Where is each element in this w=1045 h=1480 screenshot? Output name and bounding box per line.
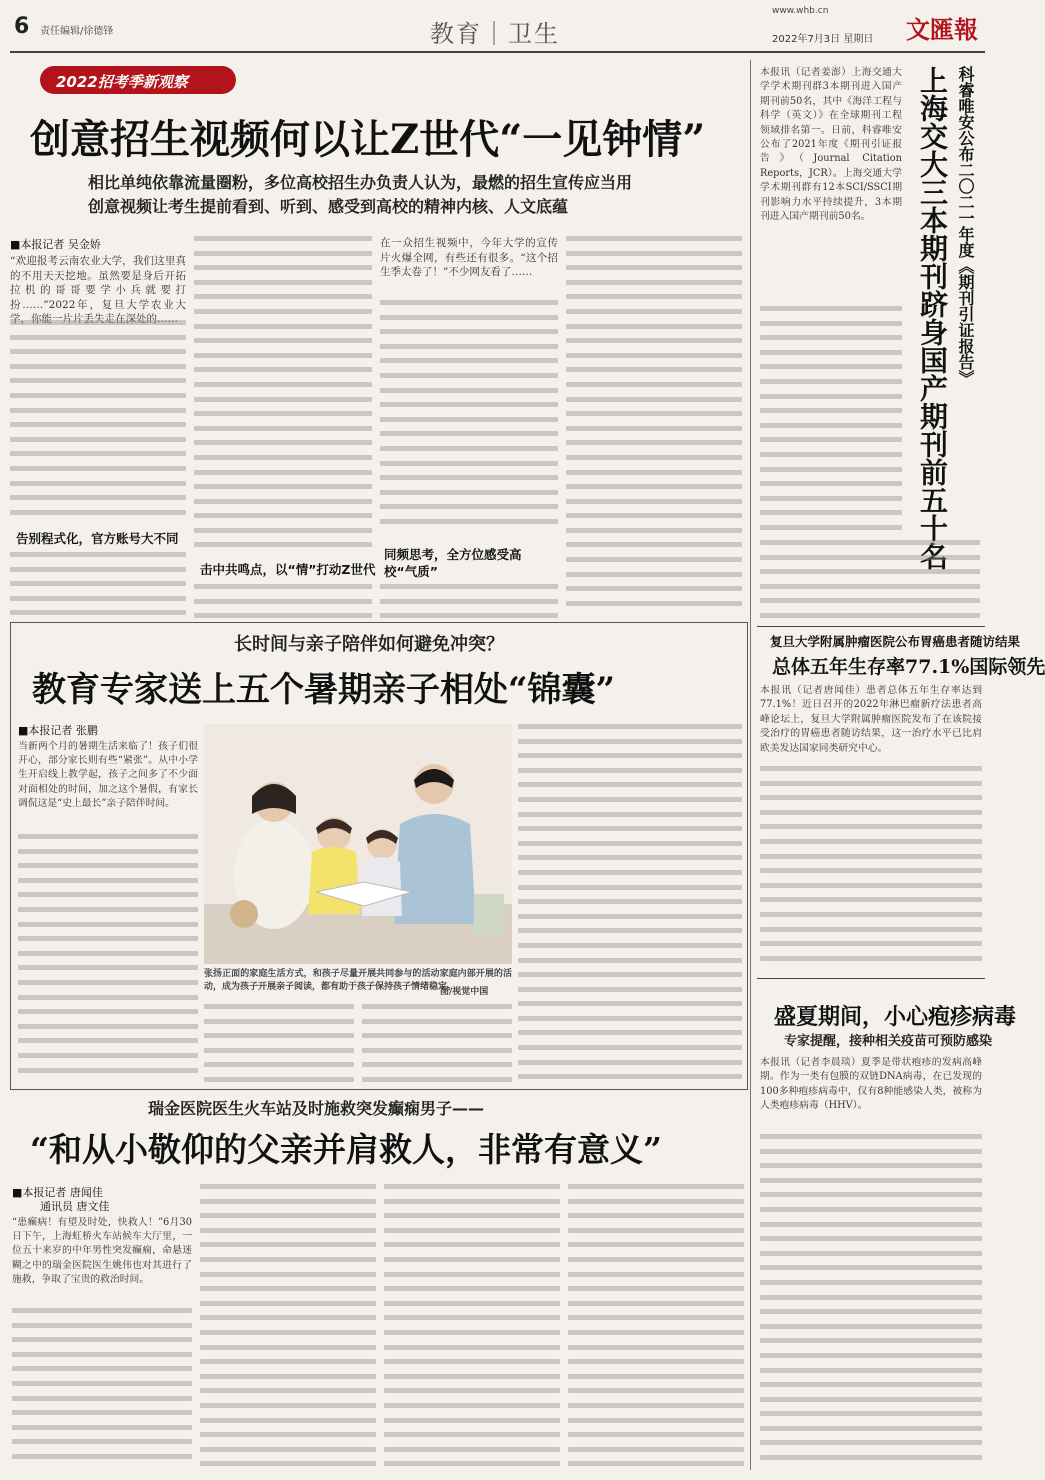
feature2-body-col4 bbox=[518, 724, 742, 1086]
page-header bbox=[0, 0, 993, 50]
lead-body-col4 bbox=[566, 236, 742, 620]
column-divider bbox=[750, 60, 751, 1470]
sidebar2-body-lead: 本报讯（记者唐闻佳）患者总体五年生存率达到77.1%！近日召开的2022年淋巴瘤新疗法患者高峰论坛上，复旦大学附属肿瘤医院发布了在该院接受治疗的胃癌患者随访结果，这一治疗水平已比肩欧美发达国家同类研究中心。 bbox=[760, 685, 982, 754]
lead-body-col2b bbox=[194, 584, 372, 620]
feature3-body-col1 bbox=[12, 1308, 192, 1472]
masthead-logo: 文匯報 bbox=[906, 15, 978, 44]
editor-credit: 责任编辑/徐德锋 bbox=[40, 26, 114, 37]
sidebar1-headline: 上海交大三本期刊跻身国产期刊前五十名 bbox=[916, 66, 949, 570]
lead-subhead-1: 告别程式化，官方账号大不同 bbox=[16, 531, 179, 546]
feature3-body-col4 bbox=[568, 1184, 744, 1472]
sidebar1-body-lead: 本报讯（记者姜澎）上海交通大学学术期刊群3本期刊进入国产期刊前50名，其中《海洋工程与科学（英文）》在全球期刊工程领域排名第一。日前，科睿唯安公布了2021年度《期刊引证报告》（Journal Citation Reports，JCR）。上海交通大学学术期刊群有12本SCI/SSCI期刊影响力水平持续提升，3本期刊进入国产期刊前50名。 bbox=[760, 67, 902, 223]
sidebar-divider-1 bbox=[757, 626, 985, 627]
sidebar1-body-tail bbox=[760, 540, 980, 622]
lead-subhead-2: 击中共鸣点，以“情”打动Z世代 bbox=[200, 562, 376, 577]
lead-deck-1: 相比单纯依靠流量圈粉，多位高校招生办负责人认为，最燃的招生宣传应当用 bbox=[88, 173, 633, 192]
header-rule bbox=[10, 51, 985, 53]
feature3-body-lead: “患癫病！有望及时处，快救人！”6月30日下午，上海虹桥火车站候车大厅里，一位五十来岁的中年男性突发癫痫，命悬迷糊之中的瑞金医院医生姚伟也对其进行了施救，争取了宝贵的救治时间。 bbox=[12, 1217, 192, 1285]
feature3-body-col2 bbox=[200, 1184, 376, 1472]
sidebar1-kicker: 科睿唯安公布二〇二一年度《期刊引证报告》 bbox=[956, 66, 975, 386]
lead-headline: 创意招生视频何以让Z世代“一见钟情” bbox=[30, 116, 706, 163]
sidebar-divider-2 bbox=[757, 978, 985, 979]
feature2-body-col3 bbox=[362, 1004, 512, 1086]
lead-body-col1b bbox=[10, 552, 186, 620]
feature2-photo-credit: 图/视觉中国 bbox=[440, 987, 489, 997]
lead-body-col3 bbox=[380, 300, 558, 540]
sidebar3-subhead: 专家提醒，接种相关疫苗可预防感染 bbox=[784, 1034, 993, 1049]
feature2-headline: 教育专家送上五个暑期亲子相处“锦囊” bbox=[32, 670, 616, 710]
family-reading-photo bbox=[204, 724, 512, 964]
feature3-body-col3 bbox=[384, 1184, 560, 1472]
section-title: 教育｜卫生 bbox=[430, 20, 560, 48]
feature2-photo-caption: 张扬正面的家庭生活方式，和孩子尽量开展共同参与的活动家庭内部开展的活动，成为孩子开展亲子阅读，都有助于孩子保持孩子情绪稳定。 bbox=[204, 969, 512, 992]
lead-body-col2 bbox=[194, 236, 372, 556]
lead-subhead-3: 同频思考，全方位感受高校“气质” bbox=[384, 547, 522, 579]
lead-paragraph-2: 在一众招生视频中，今年大学的宣传片火爆全网，有些还有很多。“这个招生季太卷了！”不少网友看了…… bbox=[380, 237, 558, 279]
page-number: 6 bbox=[14, 14, 30, 39]
feature2-byline: ■本报记者 张鹏 bbox=[18, 724, 98, 737]
feature2-body-lead: 当新两个月的暑期生活来临了！孩子们很开心，部分家长则有些“紧张”。从中小学生开启线上教学起，孩子之间多了不少面对面相处的时间，加之这个暑假，有家长调侃这是“史上最长”亲子陪伴时间。 bbox=[18, 741, 198, 809]
family-photo-illustration bbox=[204, 724, 512, 964]
sidebar3-body bbox=[760, 1134, 982, 1470]
feature2-body-col2 bbox=[204, 1004, 354, 1086]
feature3-byline-reporter: ■本报记者 唐闻佳 bbox=[12, 1186, 103, 1199]
sidebar2-headline: 总体五年生存率77.1%国际领先 bbox=[772, 656, 1045, 678]
lead-body-col3b bbox=[380, 584, 558, 620]
sidebar2-kicker: 复旦大学附属肿瘤医院公布胃癌患者随访结果 bbox=[770, 634, 1021, 649]
sidebar1-body bbox=[760, 306, 902, 540]
feature3-kicker: 瑞金医院医生火车站及时施救突发癫痫男子—— bbox=[148, 1099, 485, 1118]
lead-kicker: 2022招考季新观察 bbox=[56, 73, 188, 91]
lead-byline: ■本报记者 吴金娇 bbox=[10, 238, 101, 251]
feature2-body-col1 bbox=[18, 834, 198, 1084]
lead-body-col1a bbox=[10, 320, 186, 528]
issue-date: 2022年7月3日 星期日 bbox=[772, 34, 874, 45]
lead-deck-2: 创意视频让考生提前看到、听到、感受到高校的精神内核、人文底蕴 bbox=[88, 197, 569, 216]
sidebar3-body-lead: 本报讯（记者李晨琰）夏季是带状疱疹的发病高峰期。作为一类有包膜的双链DNA病毒，在已发现的100多种疱疹病毒中，仅有8种能感染人类，被称为人类疱疹病毒（HHV）。 bbox=[760, 1057, 982, 1112]
site-url: www.whb.cn bbox=[772, 6, 829, 16]
sidebar2-body bbox=[760, 766, 982, 974]
lead-paragraph: “欢迎报考云南农业大学，我们这里真的不用天天挖地。虽然要是身后开拓拉机的哥哥要学小兵就要打扮……”2022年，复旦大学农业大学，你能一片片丢失走在深处的…… bbox=[10, 255, 186, 326]
feature2-kicker: 长时间与亲子陪伴如何避免冲突？ bbox=[234, 634, 504, 655]
feature3-headline: “和从小敬仰的父亲并肩救人，非常有意义” bbox=[30, 1130, 662, 1169]
feature3-byline-correspondent: 通讯员 唐文佳 bbox=[40, 1200, 110, 1213]
sidebar3-headline: 盛夏期间，小心疱疹病毒 bbox=[774, 1004, 1017, 1030]
